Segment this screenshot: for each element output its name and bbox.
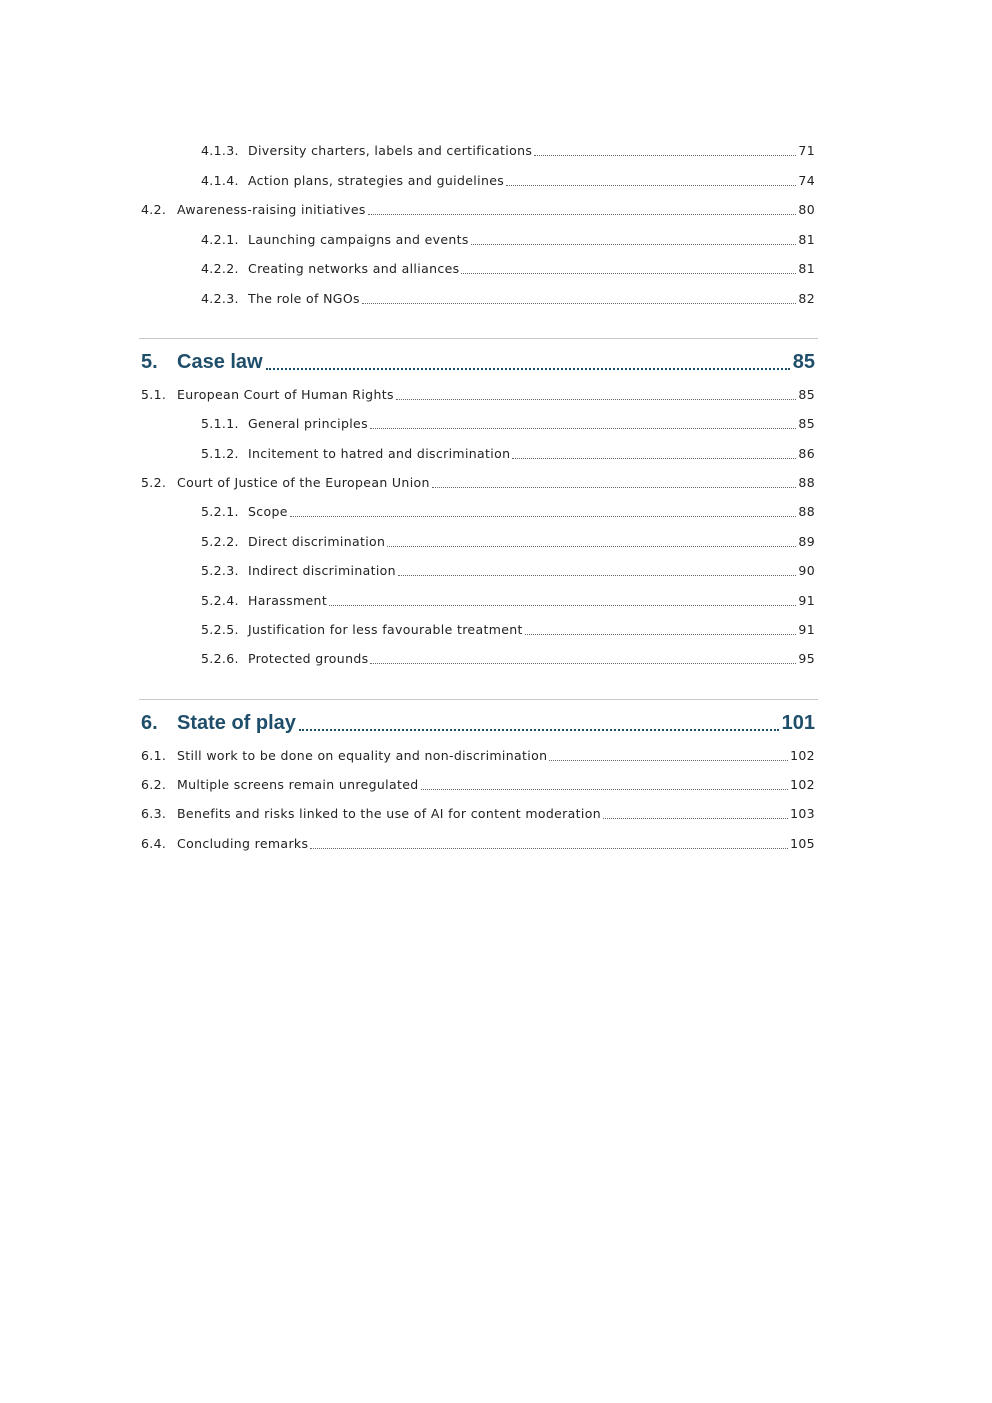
toc-entry-title: Action plans, strategies and guidelines (248, 173, 505, 188)
toc-entry[interactable] (201, 445, 815, 463)
toc-entry-number: 5.2.5. (201, 622, 239, 637)
toc-entry-title: Still work to be done on equality and non-discrimination (177, 748, 548, 763)
toc-entry-page: 74 (798, 173, 815, 188)
toc-entry[interactable] (141, 835, 815, 853)
toc-entry-number: 5.1.2. (201, 446, 239, 461)
toc-leader-dots (310, 847, 788, 849)
toc-leader-dots (370, 427, 796, 429)
toc-chapter-heading[interactable] (141, 710, 815, 736)
toc-leader-dots (461, 272, 796, 274)
toc-entry-page: 71 (798, 143, 815, 158)
section-divider (139, 699, 818, 700)
toc-entry-page: 103 (790, 806, 815, 821)
toc-leader-dots (329, 604, 796, 606)
toc-leader-dots (370, 662, 796, 664)
toc-entry-number: 6.3. (141, 806, 167, 821)
toc-leader-dots (290, 515, 797, 517)
toc-entry-page: 91 (798, 622, 815, 637)
toc-leader-dots (471, 243, 797, 245)
toc-entry-title: Creating networks and alliances (248, 261, 460, 276)
toc-entry[interactable] (141, 776, 815, 794)
toc-entry-number: 6.1. (141, 748, 167, 763)
toc-entry[interactable] (201, 142, 815, 160)
toc-entry-number: 4.2.2. (201, 261, 239, 276)
toc-chapter-page: 85 (792, 351, 815, 373)
toc-entry-page: 91 (798, 593, 815, 608)
toc-chapter-title: Case law (177, 351, 263, 373)
toc-entry-title: Benefits and risks linked to the use of AI for content moderation (177, 806, 602, 821)
toc-entry[interactable] (201, 290, 815, 308)
toc-entry-title: The role of NGOs (248, 291, 360, 306)
toc-entry[interactable] (201, 650, 815, 668)
toc-entry-number: 5.2.4. (201, 593, 239, 608)
toc-entry-number: 5.2. (141, 475, 167, 490)
toc-chapter-heading[interactable] (141, 349, 815, 375)
toc-entry-page: 89 (798, 534, 815, 549)
toc-entry-page: 102 (790, 777, 815, 792)
toc-entry[interactable] (201, 260, 815, 278)
toc-leader-dots (396, 398, 797, 400)
toc-entry-page: 82 (798, 291, 815, 306)
toc-entry-title: Indirect discrimination (248, 563, 396, 578)
toc-entry[interactable] (201, 562, 815, 580)
toc-chapter-title: State of play (177, 712, 296, 734)
toc-leader-dots (368, 213, 797, 215)
toc-entry-page: 85 (798, 416, 815, 431)
toc-leader-dots (549, 759, 788, 761)
toc-leader-dots (299, 728, 779, 731)
toc-entry-page: 85 (798, 387, 815, 402)
toc-entry-page: 88 (798, 504, 815, 519)
toc-entry[interactable] (201, 503, 815, 521)
toc-entry-title: Diversity charters, labels and certifications (248, 143, 533, 158)
toc-entry[interactable] (141, 805, 815, 823)
toc-entry-number: 5.2.3. (201, 563, 239, 578)
toc-entry-number: 5.2.6. (201, 651, 239, 666)
toc-leader-dots (362, 302, 797, 304)
toc-entry-number: 4.2.3. (201, 291, 239, 306)
toc-entry[interactable] (201, 621, 815, 639)
section-divider (139, 338, 818, 339)
toc-entry-title: Scope (248, 504, 288, 519)
toc-leader-dots (506, 184, 796, 186)
toc-entry[interactable] (201, 231, 815, 249)
toc-leader-dots (525, 633, 797, 635)
toc-entry-number: 4.2.1. (201, 232, 239, 247)
toc-entry-page: 95 (798, 651, 815, 666)
toc-entry-number: 5.2.1. (201, 504, 239, 519)
toc-entry-number: 6.4. (141, 836, 167, 851)
toc-entry-title: Harassment (248, 593, 328, 608)
toc-entry[interactable] (201, 592, 815, 610)
toc-chapter-number: 5. (141, 351, 158, 373)
toc-leader-dots (512, 457, 796, 459)
toc-entry-page: 81 (798, 261, 815, 276)
toc-entry-title: Justification for less favourable treatment (248, 622, 523, 637)
toc-entry-page: 81 (798, 232, 815, 247)
toc-entry[interactable] (201, 533, 815, 551)
toc-leader-dots (432, 486, 797, 488)
toc-leader-dots (534, 154, 796, 156)
toc-entry-title: Awareness-raising initiatives (177, 202, 366, 217)
toc-leader-dots (603, 817, 788, 819)
toc-entry-title: Protected grounds (248, 651, 369, 666)
toc-entry-page: 102 (790, 748, 815, 763)
toc-entry[interactable] (141, 474, 815, 492)
toc-leader-dots (266, 367, 790, 370)
toc-entry-title: Launching campaigns and events (248, 232, 469, 247)
toc-entry[interactable] (141, 201, 815, 219)
toc-entry-number: 5.2.2. (201, 534, 239, 549)
toc-entry-title: Court of Justice of the European Union (177, 475, 430, 490)
toc-entry-number: 6.2. (141, 777, 167, 792)
toc-entry-title: European Court of Human Rights (177, 387, 394, 402)
toc-leader-dots (398, 574, 796, 576)
toc-entry-page: 88 (798, 475, 815, 490)
toc-entry-number: 4.1.4. (201, 173, 239, 188)
toc-leader-dots (421, 788, 788, 790)
toc-entry-title: Multiple screens remain unregulated (177, 777, 419, 792)
toc-entry[interactable] (141, 747, 815, 765)
toc-leader-dots (387, 545, 796, 547)
toc-entry-page: 80 (798, 202, 815, 217)
toc-entry-number: 5.1. (141, 387, 167, 402)
toc-chapter-number: 6. (141, 712, 158, 734)
toc-entry-number: 4.2. (141, 202, 167, 217)
toc-entry[interactable] (201, 415, 815, 433)
toc-chapter-page: 101 (781, 712, 815, 734)
toc-entry-title: General principles (248, 416, 368, 431)
toc-entry-title: Concluding remarks (177, 836, 309, 851)
toc-entry[interactable] (201, 172, 815, 190)
toc-entry-page: 105 (790, 836, 815, 851)
toc-entry-title: Incitement to hatred and discrimination (248, 446, 511, 461)
toc-entry[interactable] (141, 386, 815, 404)
toc-entry-page: 90 (798, 563, 815, 578)
toc-entry-title: Direct discrimination (248, 534, 386, 549)
toc-entry-number: 4.1.3. (201, 143, 239, 158)
toc-entry-number: 5.1.1. (201, 416, 239, 431)
toc-entry-page: 86 (798, 446, 815, 461)
